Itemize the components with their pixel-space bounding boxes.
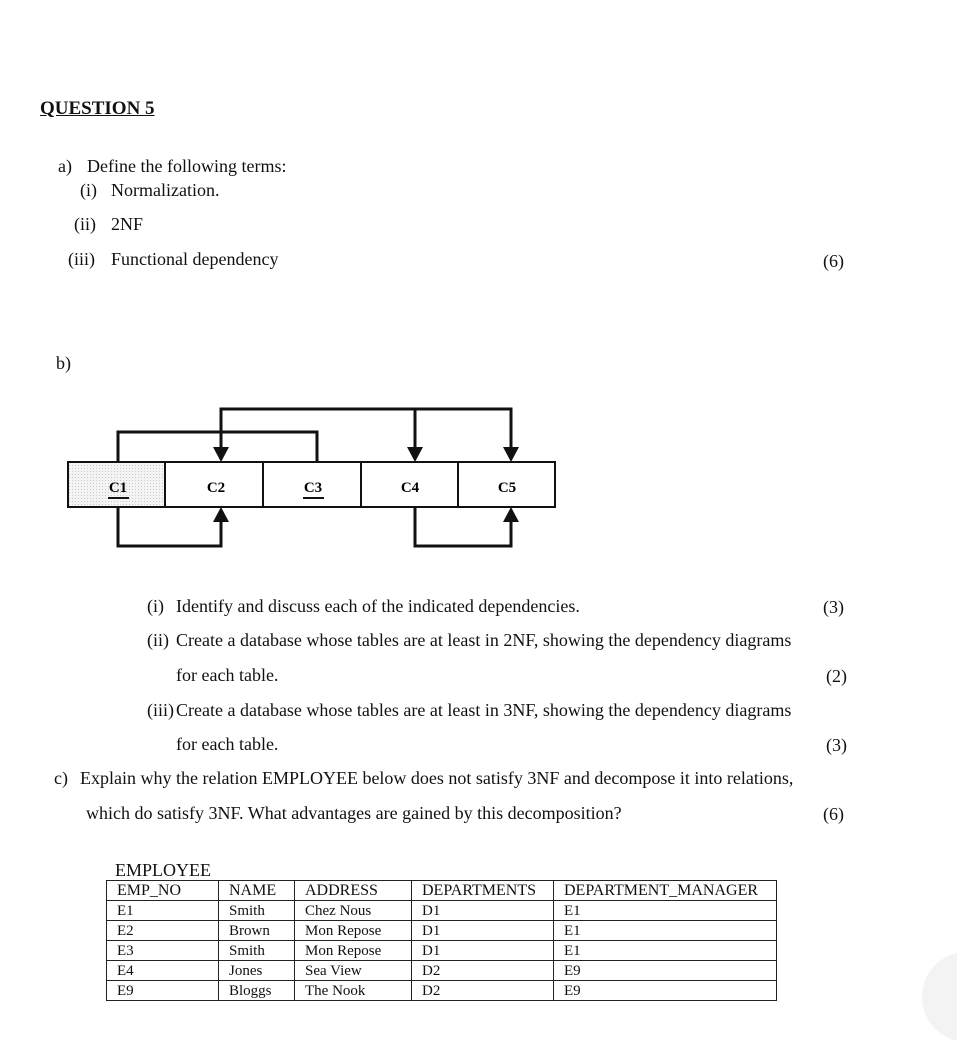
part-b-item-cont: for each table. [176, 665, 279, 685]
part-b-item-marks: (2) [826, 666, 847, 686]
table-cell: Mon Repose [295, 921, 412, 941]
table-cell: D1 [412, 901, 554, 921]
dependency-line-c2-c4-c5 [221, 409, 511, 447]
column-header: DEPARTMENTS [412, 881, 554, 901]
part-a-marks: (6) [823, 251, 844, 271]
table-cell: Sea View [295, 961, 412, 981]
table-cell: D2 [412, 981, 554, 1001]
dependency-line-c4-c5 [415, 507, 511, 546]
table-cell: Smith [219, 941, 295, 961]
column-label-c2: C2 [206, 480, 226, 496]
table-cell: D2 [412, 961, 554, 981]
column-header: EMP_NO [107, 881, 219, 901]
table-cell: Mon Repose [295, 941, 412, 961]
table-cell: D1 [412, 921, 554, 941]
table-row [107, 921, 777, 941]
part-b-item-marks: (3) [826, 735, 847, 755]
part-b-item-text: Create a database whose tables are at least in 2NF, showing the dependency diagrams [176, 630, 792, 650]
part-a-item-num: (i) [80, 180, 97, 200]
part-a-item-text: 2NF [111, 214, 144, 234]
table-header-row [107, 881, 777, 901]
table-caption: EMPLOYEE [115, 860, 211, 880]
part-a-item-text: Functional dependency [111, 249, 279, 269]
column-header: NAME [219, 881, 295, 901]
part-c-line1: Explain why the relation EMPLOYEE below does not satisfy 3NF and decompose it into relations, [80, 768, 794, 788]
table-cell: E1 [554, 941, 777, 961]
page-corner-shadow [922, 952, 957, 1042]
question-title: QUESTION 5 [40, 98, 155, 119]
table-cell: E9 [554, 981, 777, 1001]
arrowhead-down-c4 [407, 447, 423, 462]
part-b-item-num: (i) [147, 596, 164, 616]
table-cell: E1 [107, 901, 219, 921]
column-label-c3: C3 [303, 480, 323, 496]
table-cell: Bloggs [219, 981, 295, 1001]
part-a-item-num: (iii) [68, 249, 95, 269]
arrowhead-up-c5 [503, 507, 519, 522]
part-b-item-num: (iii) [147, 700, 174, 720]
employee-table [106, 880, 777, 1001]
part-b-item-text: Create a database whose tables are at least in 3NF, showing the dependency diagrams [176, 700, 792, 720]
table-cell: E3 [107, 941, 219, 961]
table-cell: E4 [107, 961, 219, 981]
part-b-item-num: (ii) [147, 630, 169, 650]
table-cell: E9 [554, 961, 777, 981]
table-row [107, 961, 777, 981]
part-b-label: b) [56, 353, 71, 373]
column-label-c4: C4 [400, 480, 420, 496]
arrowhead-down-c2 [213, 447, 229, 462]
table-cell: The Nook [295, 981, 412, 1001]
part-b-item-text: Identify and discuss each of the indicated dependencies. [176, 596, 580, 616]
table-cell: Jones [219, 961, 295, 981]
column-header: DEPARTMENT_MANAGER [554, 881, 777, 901]
table-cell: E1 [554, 921, 777, 941]
part-c-marks: (6) [823, 804, 844, 824]
column-label-c1: C1 [108, 480, 128, 496]
part-a-item-text: Normalization. [111, 180, 220, 200]
column-label-c5: C5 [497, 480, 517, 496]
arrowhead-down-c5 [503, 447, 519, 462]
part-a-item-num: (ii) [74, 214, 96, 234]
table-row [107, 941, 777, 961]
part-b-item-marks: (3) [823, 597, 844, 617]
table-cell: D1 [412, 941, 554, 961]
table-cell: E9 [107, 981, 219, 1001]
table-cell: Smith [219, 901, 295, 921]
dependency-line-c1-c2 [118, 507, 221, 546]
part-a-label: a) [58, 156, 72, 176]
table-row [107, 901, 777, 921]
arrowhead-up-c2 [213, 507, 229, 522]
table-cell: E2 [107, 921, 219, 941]
table-row [107, 981, 777, 1001]
table-cell: Chez Nous [295, 901, 412, 921]
part-c-label: c) [54, 768, 68, 788]
column-header: ADDRESS [295, 881, 412, 901]
table-cell: E1 [554, 901, 777, 921]
part-b-item-cont: for each table. [176, 734, 279, 754]
table-cell: Brown [219, 921, 295, 941]
part-c-line2: which do satisfy 3NF. What advantages are gained by this decomposition? [86, 803, 622, 823]
part-a-prompt: Define the following terms: [87, 156, 287, 176]
